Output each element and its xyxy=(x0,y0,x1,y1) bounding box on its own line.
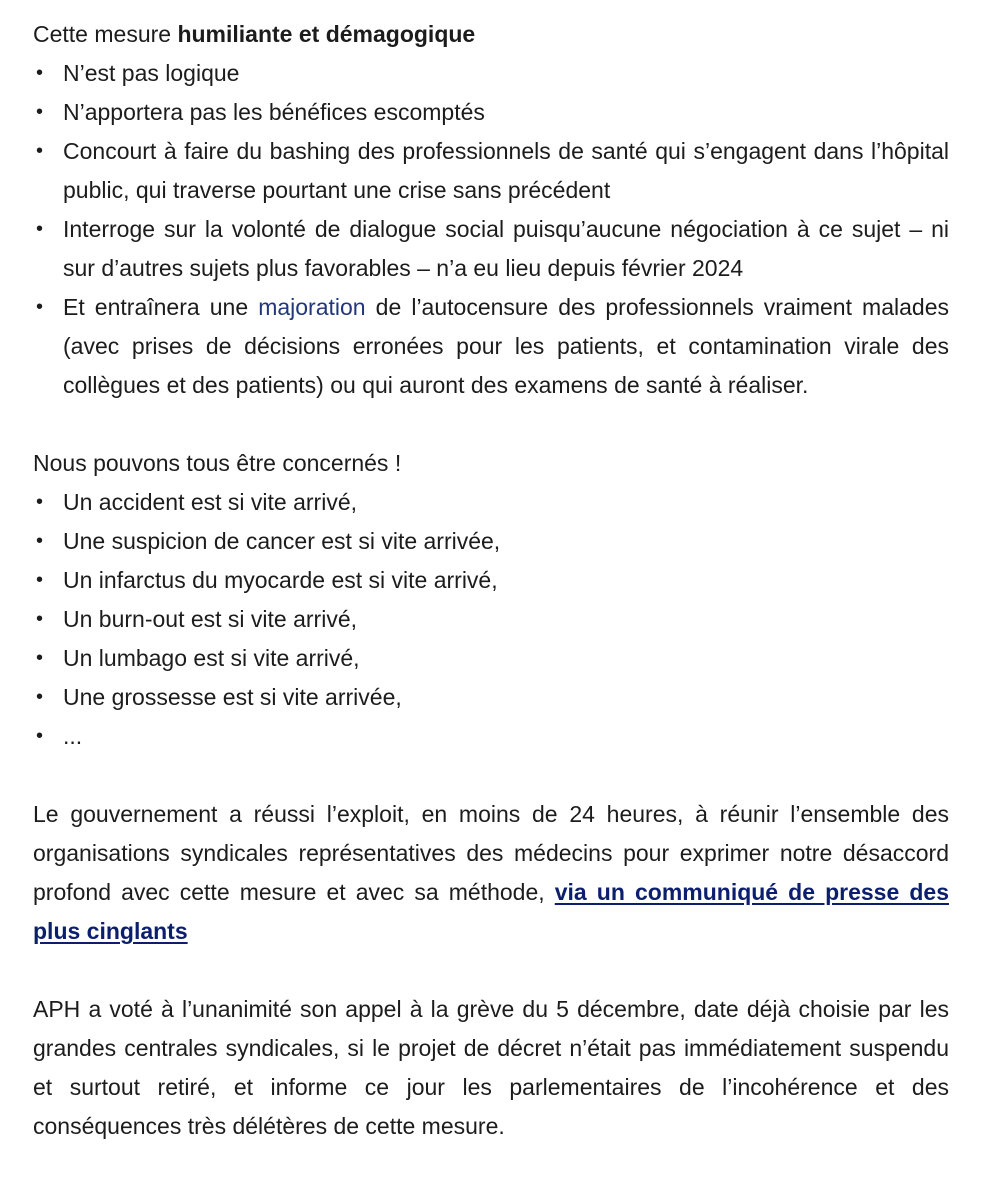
list-item xyxy=(33,600,949,639)
list-item-text: Une grossesse est si vite arrivée, xyxy=(63,684,402,710)
list-item xyxy=(33,93,949,132)
bullet-icon: • xyxy=(36,608,44,630)
list-item-text: Interroge sur la volonté de dialogue social puisqu’aucune négociation à ce sujet – ni sur d’autres sujets plus favorables – n’a eu lieu depuis février 2024 xyxy=(63,216,949,281)
bullet-icon: • xyxy=(36,569,44,591)
list-item-text: Un infarctus du myocarde est si vite arrivé, xyxy=(63,567,498,593)
section2-list xyxy=(33,483,949,756)
section2-intro: Nous pouvons tous être concernés ! xyxy=(33,450,402,476)
list-item xyxy=(33,717,949,756)
list-item xyxy=(33,522,949,561)
paragraph-text: Le gouvernement a réussi l’exploit, en moins de 24 heures, à réunir l’ensemble des organisations syndicales représentatives des médecins pour exprimer notre désaccord profond avec cette mesure et avec sa méthode, xyxy=(33,801,949,905)
bullet-icon: • xyxy=(36,647,44,669)
bullet-icon: • xyxy=(36,530,44,552)
paragraph-government xyxy=(33,795,949,951)
bullet-icon: • xyxy=(36,686,44,708)
paragraph-gap xyxy=(33,405,949,444)
section1-list xyxy=(33,54,949,405)
list-item xyxy=(33,54,949,93)
list-item-text: Un lumbago est si vite arrivé, xyxy=(63,645,360,671)
list-item xyxy=(33,483,949,522)
majoration-link[interactable]: majoration xyxy=(258,294,366,320)
bullet-icon: • xyxy=(36,725,44,747)
bullet-icon: • xyxy=(36,491,44,513)
list-item-text: N’est pas logique xyxy=(63,60,240,86)
list-item-text: Une suspicion de cancer est si vite arrivée, xyxy=(63,528,501,554)
bullet-icon: • xyxy=(36,296,44,318)
list-item-text: ... xyxy=(63,723,83,749)
list-item-text: Concourt à faire du bashing des professionnels de santé qui s’engagent dans l’hôpital public, qui traverse pourtant une crise sans précédent xyxy=(63,138,949,203)
intro-prefix: Cette mesure xyxy=(33,21,178,47)
list-item-text: Un burn-out est si vite arrivé, xyxy=(63,606,358,632)
bullet-icon: • xyxy=(36,218,44,240)
bullet-icon: • xyxy=(36,140,44,162)
section1-intro xyxy=(33,15,949,54)
list-item xyxy=(33,132,949,210)
list-item-text-after: de l’autocensure des professionnels vraiment malades (avec prises de décisions erronées pour les patients, et contamination virale des collègues et des patients) ou qui auront des examens de santé à réaliser. xyxy=(63,294,949,398)
bullet-icon: • xyxy=(36,62,44,84)
list-item xyxy=(33,288,949,405)
intro-emphasis: humiliante et démagogique xyxy=(177,21,476,47)
paragraph-gap xyxy=(33,756,949,795)
paragraph-aph: APH a voté à l’unanimité son appel à la grève du 5 décembre, date déjà choisie par les grandes centrales syndicales, si le projet de décret n’était pas immédiatement suspendu et surtout retiré, et informe ce jour les parlementaires de l’incohérence et des conséquences très délétères de cette mesure. xyxy=(33,996,949,1139)
press-release-link[interactable]: via un communiqué de presse des plus cinglants xyxy=(33,879,949,944)
list-item xyxy=(33,561,949,600)
list-item-text: Un accident est si vite arrivé, xyxy=(63,489,358,515)
list-item-text-before: Et entraînera une xyxy=(63,294,259,320)
list-item-text: N’apportera pas les bénéfices escomptés xyxy=(63,99,485,125)
list-item xyxy=(33,639,949,678)
bullet-icon: • xyxy=(36,101,44,123)
list-item xyxy=(33,678,949,717)
list-item xyxy=(33,210,949,288)
paragraph-gap xyxy=(33,951,949,990)
